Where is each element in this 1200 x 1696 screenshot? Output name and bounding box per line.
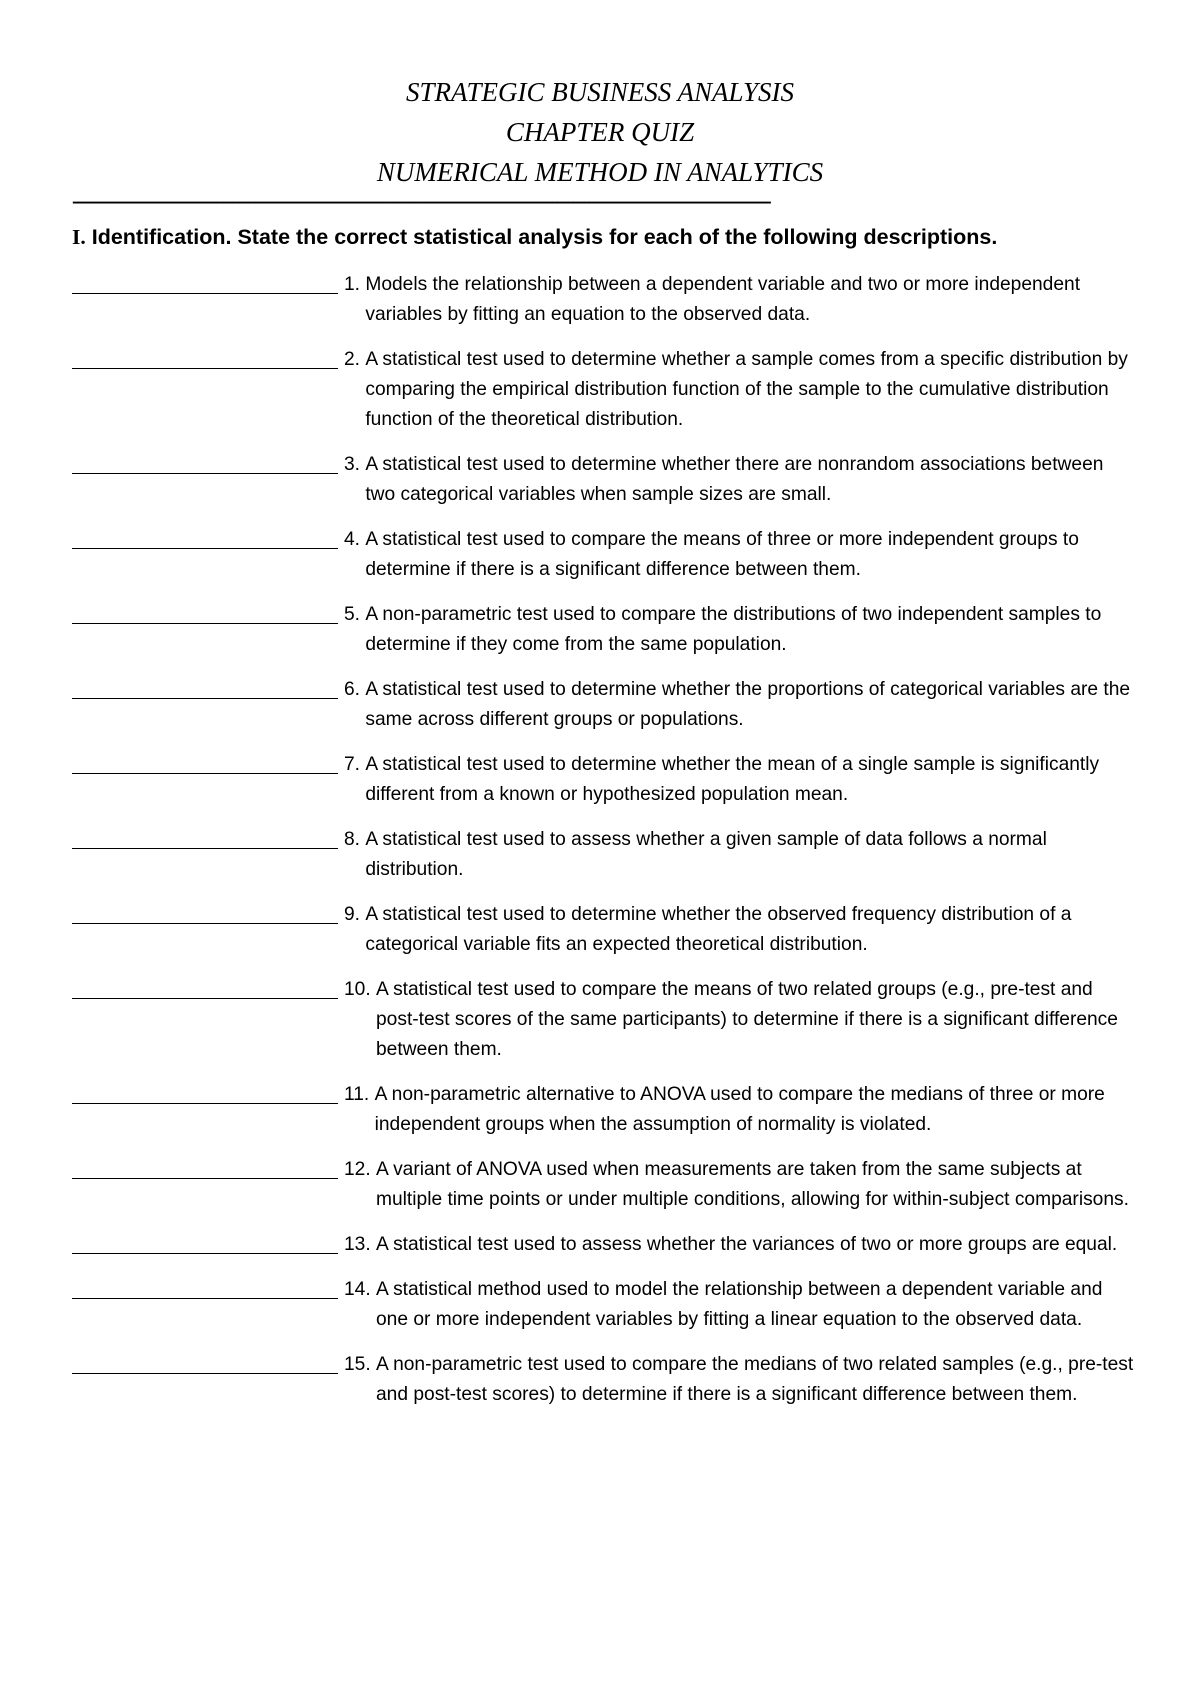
title-topic: NUMERICAL METHOD IN ANALYTICS bbox=[376, 157, 824, 187]
answer-blank[interactable] bbox=[72, 600, 344, 630]
question-item bbox=[72, 750, 1142, 810]
answer-blank[interactable] bbox=[72, 825, 344, 855]
title-quiz: CHAPTER QUIZ bbox=[505, 117, 695, 147]
question-text: Models the relationship between a dependent variable and two or more independent variables by fitting an equation to the observed data. bbox=[365, 274, 1081, 325]
answer-blank[interactable] bbox=[72, 1080, 344, 1110]
question-item bbox=[72, 1230, 1142, 1260]
question-text: A non-parametric test used to compare the distributions of two independent samples to determine if they come from the same population. bbox=[365, 604, 1102, 655]
section-number: I. bbox=[72, 225, 86, 249]
question-number: 15. bbox=[344, 1354, 377, 1375]
question-text: A statistical test used to compare the means of three or more independent groups to determine if there is a significant difference between them. bbox=[365, 529, 1079, 580]
answer-blank[interactable] bbox=[72, 450, 344, 480]
question-item bbox=[72, 975, 1142, 1065]
question-number: 9. bbox=[344, 904, 366, 925]
question-number: 2. bbox=[344, 349, 366, 370]
question-text: A statistical test used to assess whether a given sample of data follows a normal distribution. bbox=[365, 829, 1047, 880]
question-text: A variant of ANOVA used when measurements are taken from the same subjects at multiple time points or under multiple conditions, allowing for within-subject comparisons. bbox=[376, 1159, 1129, 1210]
question-text: A statistical test used to determine whether there are nonrandom associations between two categorical variables when sample sizes are small. bbox=[365, 454, 1104, 505]
question-text: A non-parametric test used to compare the medians of two related samples (e.g., pre-test and post-test scores) to determine if there is a significant difference between them. bbox=[376, 1354, 1134, 1405]
question-number: 8. bbox=[344, 829, 366, 850]
title-course: STRATEGIC BUSINESS ANALYSIS bbox=[406, 77, 794, 107]
question-text: A statistical test used to determine whether the mean of a single sample is significantly different from a known or hypothesized population mean. bbox=[365, 754, 1100, 805]
question-text: A statistical test used to compare the means of two related groups (e.g., pre-test and post-test scores of the same participants) to determine if there is a significant difference between them. bbox=[376, 979, 1118, 1060]
question-item bbox=[72, 900, 1142, 960]
question-item bbox=[72, 600, 1142, 660]
question-number: 5. bbox=[344, 604, 366, 625]
question-item bbox=[72, 825, 1142, 885]
question-item bbox=[72, 345, 1142, 435]
question-number: 1. bbox=[344, 274, 366, 295]
question-number: 10. bbox=[344, 979, 377, 1000]
question-number: 6. bbox=[344, 679, 366, 700]
question-item bbox=[72, 450, 1142, 510]
question-item bbox=[72, 1350, 1142, 1410]
question-list bbox=[72, 270, 1142, 1425]
question-text: A statistical test used to determine whether the proportions of categorical variables are the same across different groups or populations. bbox=[365, 679, 1131, 730]
answer-blank[interactable] bbox=[72, 1275, 344, 1305]
question-text: A statistical method used to model the relationship between a dependent variable and one or more independent variables by fitting a linear equation to the observed data. bbox=[376, 1279, 1103, 1330]
question-item bbox=[72, 675, 1142, 735]
question-number: 12. bbox=[344, 1159, 377, 1180]
answer-blank[interactable] bbox=[72, 345, 344, 375]
question-item bbox=[72, 270, 1142, 330]
question-text: A statistical test used to assess whether the variances of two or more groups are equal. bbox=[376, 1234, 1118, 1255]
answer-blank[interactable] bbox=[72, 675, 344, 705]
answer-blank[interactable] bbox=[72, 1350, 344, 1380]
question-item bbox=[72, 1275, 1142, 1335]
question-number: 3. bbox=[344, 454, 366, 475]
answer-blank[interactable] bbox=[72, 750, 344, 780]
section-instructions: Identification. State the correct statistical analysis for each of the following descriptions. bbox=[85, 225, 998, 249]
question-number: 7. bbox=[344, 754, 366, 775]
answer-blank[interactable] bbox=[72, 975, 344, 1005]
answer-blank[interactable] bbox=[72, 1155, 344, 1185]
question-item bbox=[72, 1155, 1142, 1215]
answer-blank[interactable] bbox=[72, 1230, 344, 1260]
question-text: A non-parametric alternative to ANOVA used to compare the medians of three or more independent groups when the assumption of normality is violated. bbox=[374, 1084, 1105, 1135]
document-title bbox=[0, 72, 1200, 192]
section-heading bbox=[72, 222, 1142, 252]
answer-blank[interactable] bbox=[72, 900, 344, 930]
question-number: 14. bbox=[344, 1279, 377, 1300]
answer-blank[interactable] bbox=[72, 525, 344, 555]
question-number: 4. bbox=[344, 529, 366, 550]
question-item bbox=[72, 525, 1142, 585]
question-text: A statistical test used to determine whether the observed frequency distribution of a categorical variable fits an expected theoretical distribution. bbox=[365, 904, 1072, 955]
title-separator: ----------------------------------------------------------------------------------------------------------------------------------- bbox=[72, 196, 770, 210]
question-text: A statistical test used to determine whether a sample comes from a specific distribution by comparing the empirical distribution function of the sample to the cumulative distribution function of the theoretical distribution. bbox=[365, 349, 1128, 430]
answer-blank[interactable] bbox=[72, 270, 344, 300]
question-number: 13. bbox=[344, 1234, 377, 1255]
question-item bbox=[72, 1080, 1142, 1140]
question-number: 11. bbox=[344, 1084, 375, 1105]
